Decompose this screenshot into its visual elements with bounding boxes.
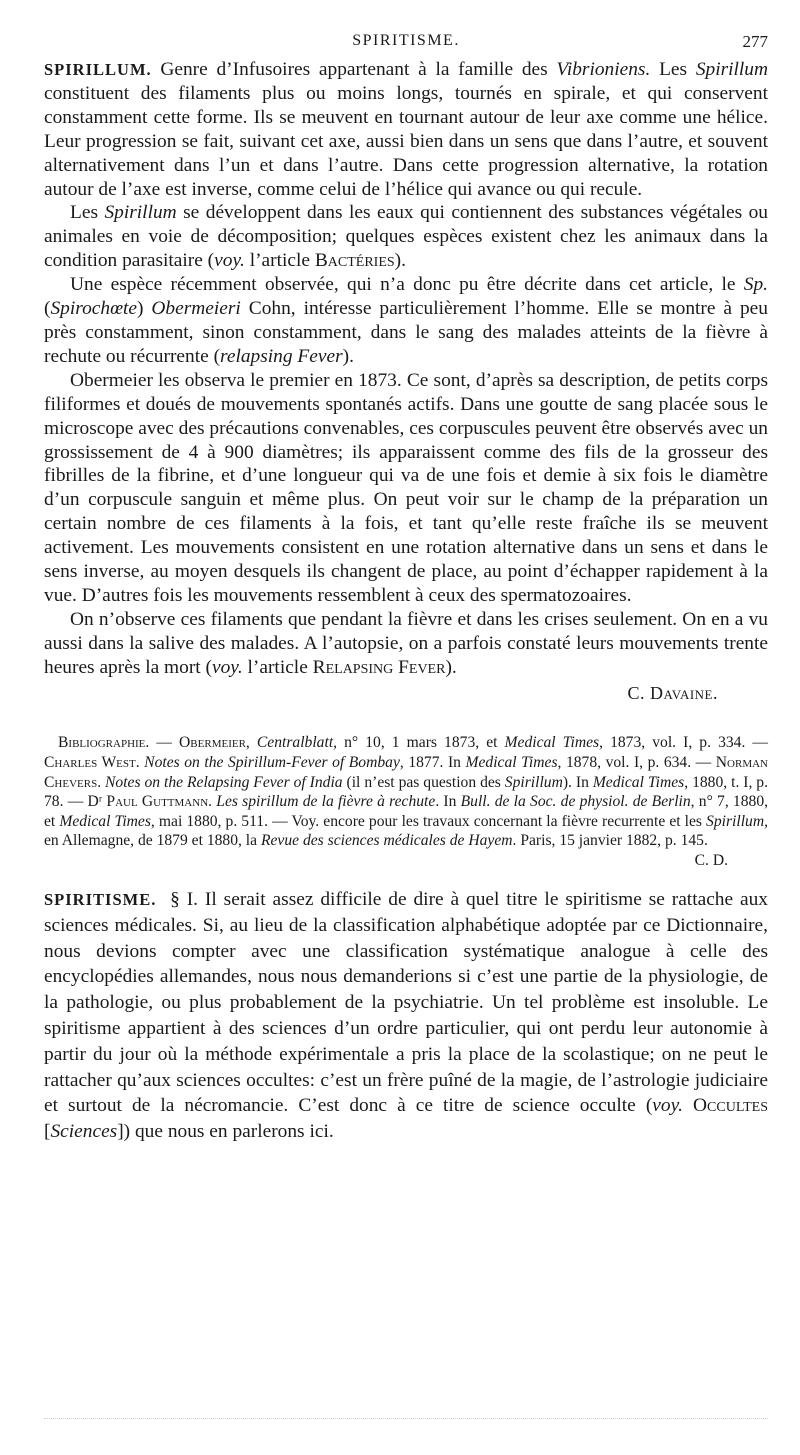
text-run: )	[137, 298, 152, 320]
text-run: , 1873, vol. I, p. 334. —	[599, 734, 769, 752]
italic-run: Les spirillum de la fièvre à rechute	[216, 793, 436, 811]
dictionary-page	[44, 28, 768, 1145]
italic-run: Spirillum	[706, 812, 765, 830]
author-name: Obermeier	[179, 734, 246, 752]
text-run: l’article	[244, 250, 315, 272]
text-run: (il n’est pas question des	[342, 773, 505, 791]
italic-run: Obermeieri	[151, 298, 241, 320]
text-run: , 1877. In	[399, 754, 466, 772]
headword: SPIRILLUM.	[44, 60, 152, 79]
text-run: [	[44, 1121, 51, 1143]
text-run: ).	[342, 345, 354, 367]
text-run: constituent des filaments plus ou moins longs, tournés en spirale, et qui conservent constamment cette forme. Ils se meuvent en tournant autour de leur axe comme une hélice. Leur progression se fait, suivant cet axe, aussi bien dans un sens que dans l’autre, et souvent alternativement dans l’un et dans l’autre. Dans cette progression alternative, la rotation autour de l’axe est inverse, comme celui de l’hélice qui avance ou qui recule.	[44, 82, 768, 200]
italic-run: Spirochœte	[50, 298, 137, 320]
text-run: ).	[445, 656, 457, 678]
text-run: , mai 1880, p. 511. — Voy. encore pour les travaux concernant la fièvre recurrente et les	[150, 812, 707, 830]
text-run: Les	[70, 202, 105, 224]
author-name: Paul Guttmann	[106, 793, 209, 811]
italic-run: Vibrioniens.	[556, 59, 651, 80]
italic-run: Spirillum	[104, 202, 177, 224]
italic-run: Notes on the Spirillum-Fever of Bombay	[144, 754, 400, 772]
italic-run: voy.	[214, 250, 245, 272]
paragraph	[44, 58, 768, 201]
italic-run: Medical Times	[59, 812, 151, 830]
paragraph: Obermeier les observa le premier en 1873. Ce sont, d’après sa description, de petits corps filiformes et doués de mouvements spontanés actifs. Dans une goutte de sang placée sous le microscope avec des précautions convenables, ces corpuscules peuvent être observés avec un grossissement de 4 à 900 diamètres; ils apparaissent comme des fils de la grosseur des fibrilles de la fibrine, et d’une longueur qui va de une fois et demie à six fois le diamètre d’un corpuscule sanguin et même plus. On peut voir sur le champ de la préparation un certain nombre de ces filaments à la fois, et tant qu’elle reste fraîche ils se meuvent activement. Les mouvements consistent en une rotation alternative dans un sens et dans le sens inverse, au moyen desquels ils changent de place, au point d’échapper rapidement à la vue. D’autres fois les mouvements ressemblent à ceux des spermatozoaires.	[44, 369, 768, 606]
text-run: ).	[394, 250, 406, 272]
italic-run: relapsing Fever	[220, 345, 343, 367]
text-run: Les	[650, 59, 696, 80]
italic-run: voy.	[652, 1095, 683, 1117]
text-run: ,	[245, 734, 257, 752]
running-title: SPIRITISME.	[352, 32, 460, 49]
text-run: (	[44, 298, 51, 320]
author-signature: C. Davaine.	[627, 682, 718, 703]
text-run: , 1880, t. I, p. 78. — Dʳ	[44, 773, 768, 811]
text-run: . Paris, 15 janvier 1882, p. 145.	[512, 832, 708, 850]
text-run: On n’observe ces filaments que pendant la fièvre et dans les crises seulement. On en a vu aussi dans la salive des malades. A l’autopsie, on a parfois constaté leurs mouvements trente heures après la mort (	[44, 608, 768, 678]
text-run: .	[135, 754, 145, 772]
text-run: se développent dans les eaux qui contiennent des substances végétales ou animales en voie de décomposition; quelques espèces existent chez les animaux dans la condition parasitaire (	[44, 202, 768, 272]
italic-run: Spirillum	[695, 59, 768, 80]
text-run: , 1878, vol. I, p. 634. —	[557, 754, 716, 772]
bibliography-signature: C. D.	[694, 852, 728, 870]
entry-spirillum	[44, 58, 768, 705]
section-marker: § I.	[170, 889, 199, 911]
italic-run: Medical Times	[465, 754, 558, 772]
bibliography-label: Bibliographie.	[58, 734, 150, 752]
text-run: .	[97, 773, 106, 791]
page-bottom-edge	[44, 1418, 768, 1421]
italic-run: Medical Times	[504, 734, 600, 752]
text-run: Cohn, intéresse particulièrement l’homme. Elle se montre à peu près constamment, sinon constamment, dans le sang des malades atteints de la fièvre à rechute ou récurrente (	[44, 298, 768, 367]
author-name: Charles West	[44, 754, 136, 772]
italic-run: Revue des sciences médicales de Hayem	[260, 832, 513, 850]
paragraph	[44, 201, 768, 273]
text-run: ). In	[562, 773, 593, 791]
text-run: . In	[435, 793, 461, 811]
cross-reference: Relapsing Fever	[312, 656, 446, 678]
author-name: Norman Chevers	[44, 754, 768, 791]
page-number: 277	[742, 32, 768, 51]
italic-run: Centralblatt	[256, 734, 334, 752]
bibliography-paragraph	[44, 733, 769, 870]
text-run	[683, 1095, 693, 1116]
cross-reference: Occultes	[693, 1095, 768, 1117]
text-run: l’article	[242, 656, 313, 678]
paragraph	[44, 608, 768, 680]
running-head	[44, 28, 768, 58]
italic-run: Sciences	[50, 1121, 118, 1143]
text-run: , n° 10, 1 mars 1873, et	[333, 734, 505, 752]
headword: SPIRITISME.	[44, 890, 157, 910]
italic-run: Spirillum	[504, 773, 563, 791]
italic-run: voy.	[211, 656, 243, 678]
text-run: Une espèce récemment observée, qui n’a donc pu être décrite dans cet article, le	[70, 274, 744, 296]
text-run: Il serait assez difficile de dire à quel titre le spiritisme se rattache aux sciences médicales. Si, au lieu de la classification alphabétique adoptée par ce Dictionnaire, nous devions compter avec une classification systématique analogue à celle des encyclopédies allemandes, nous nous demanderions si c’est une partie de la physiologie, de la pathologie, ou plus probablement de la psychiatrie. Un tel problème est insoluble. Le spiritisme appartient à des sciences d’un ordre particulier, qui ont perdu leur autonomie à partir du jour où la méthode expérimentale a pris la place de la scolastique; on ne peut le rattacher qu’aux sciences occultes: c’est un frère puîné de la magie, de l’astrologie judiciaire et surtout de la nécromancie. C’est donc à ce titre de science occulte (	[44, 889, 768, 1117]
cross-reference: Bactéries	[314, 250, 395, 272]
text-run: .	[208, 793, 217, 811]
paragraph	[44, 273, 768, 369]
text-run: , en Allemagne, de 1879 et 1880, la	[44, 812, 769, 850]
text-run: —	[149, 734, 180, 752]
italic-run: Medical Times	[592, 773, 685, 791]
italic-run: Sp.	[743, 274, 768, 296]
bibliography	[44, 733, 769, 870]
text-run: , n° 7, 1880, et	[44, 793, 769, 830]
italic-run: Notes on the Relapsing Fever of India	[105, 773, 343, 791]
italic-run: Bull. de la Soc. de physiol. de Berlin	[460, 793, 691, 811]
paragraph	[44, 887, 768, 1145]
text-run: Genre d’Infusoires appartenant à la famille des	[151, 59, 557, 80]
entry-spiritisme	[44, 887, 768, 1145]
text-run: ]) que nous en parlerons ici.	[117, 1121, 334, 1143]
